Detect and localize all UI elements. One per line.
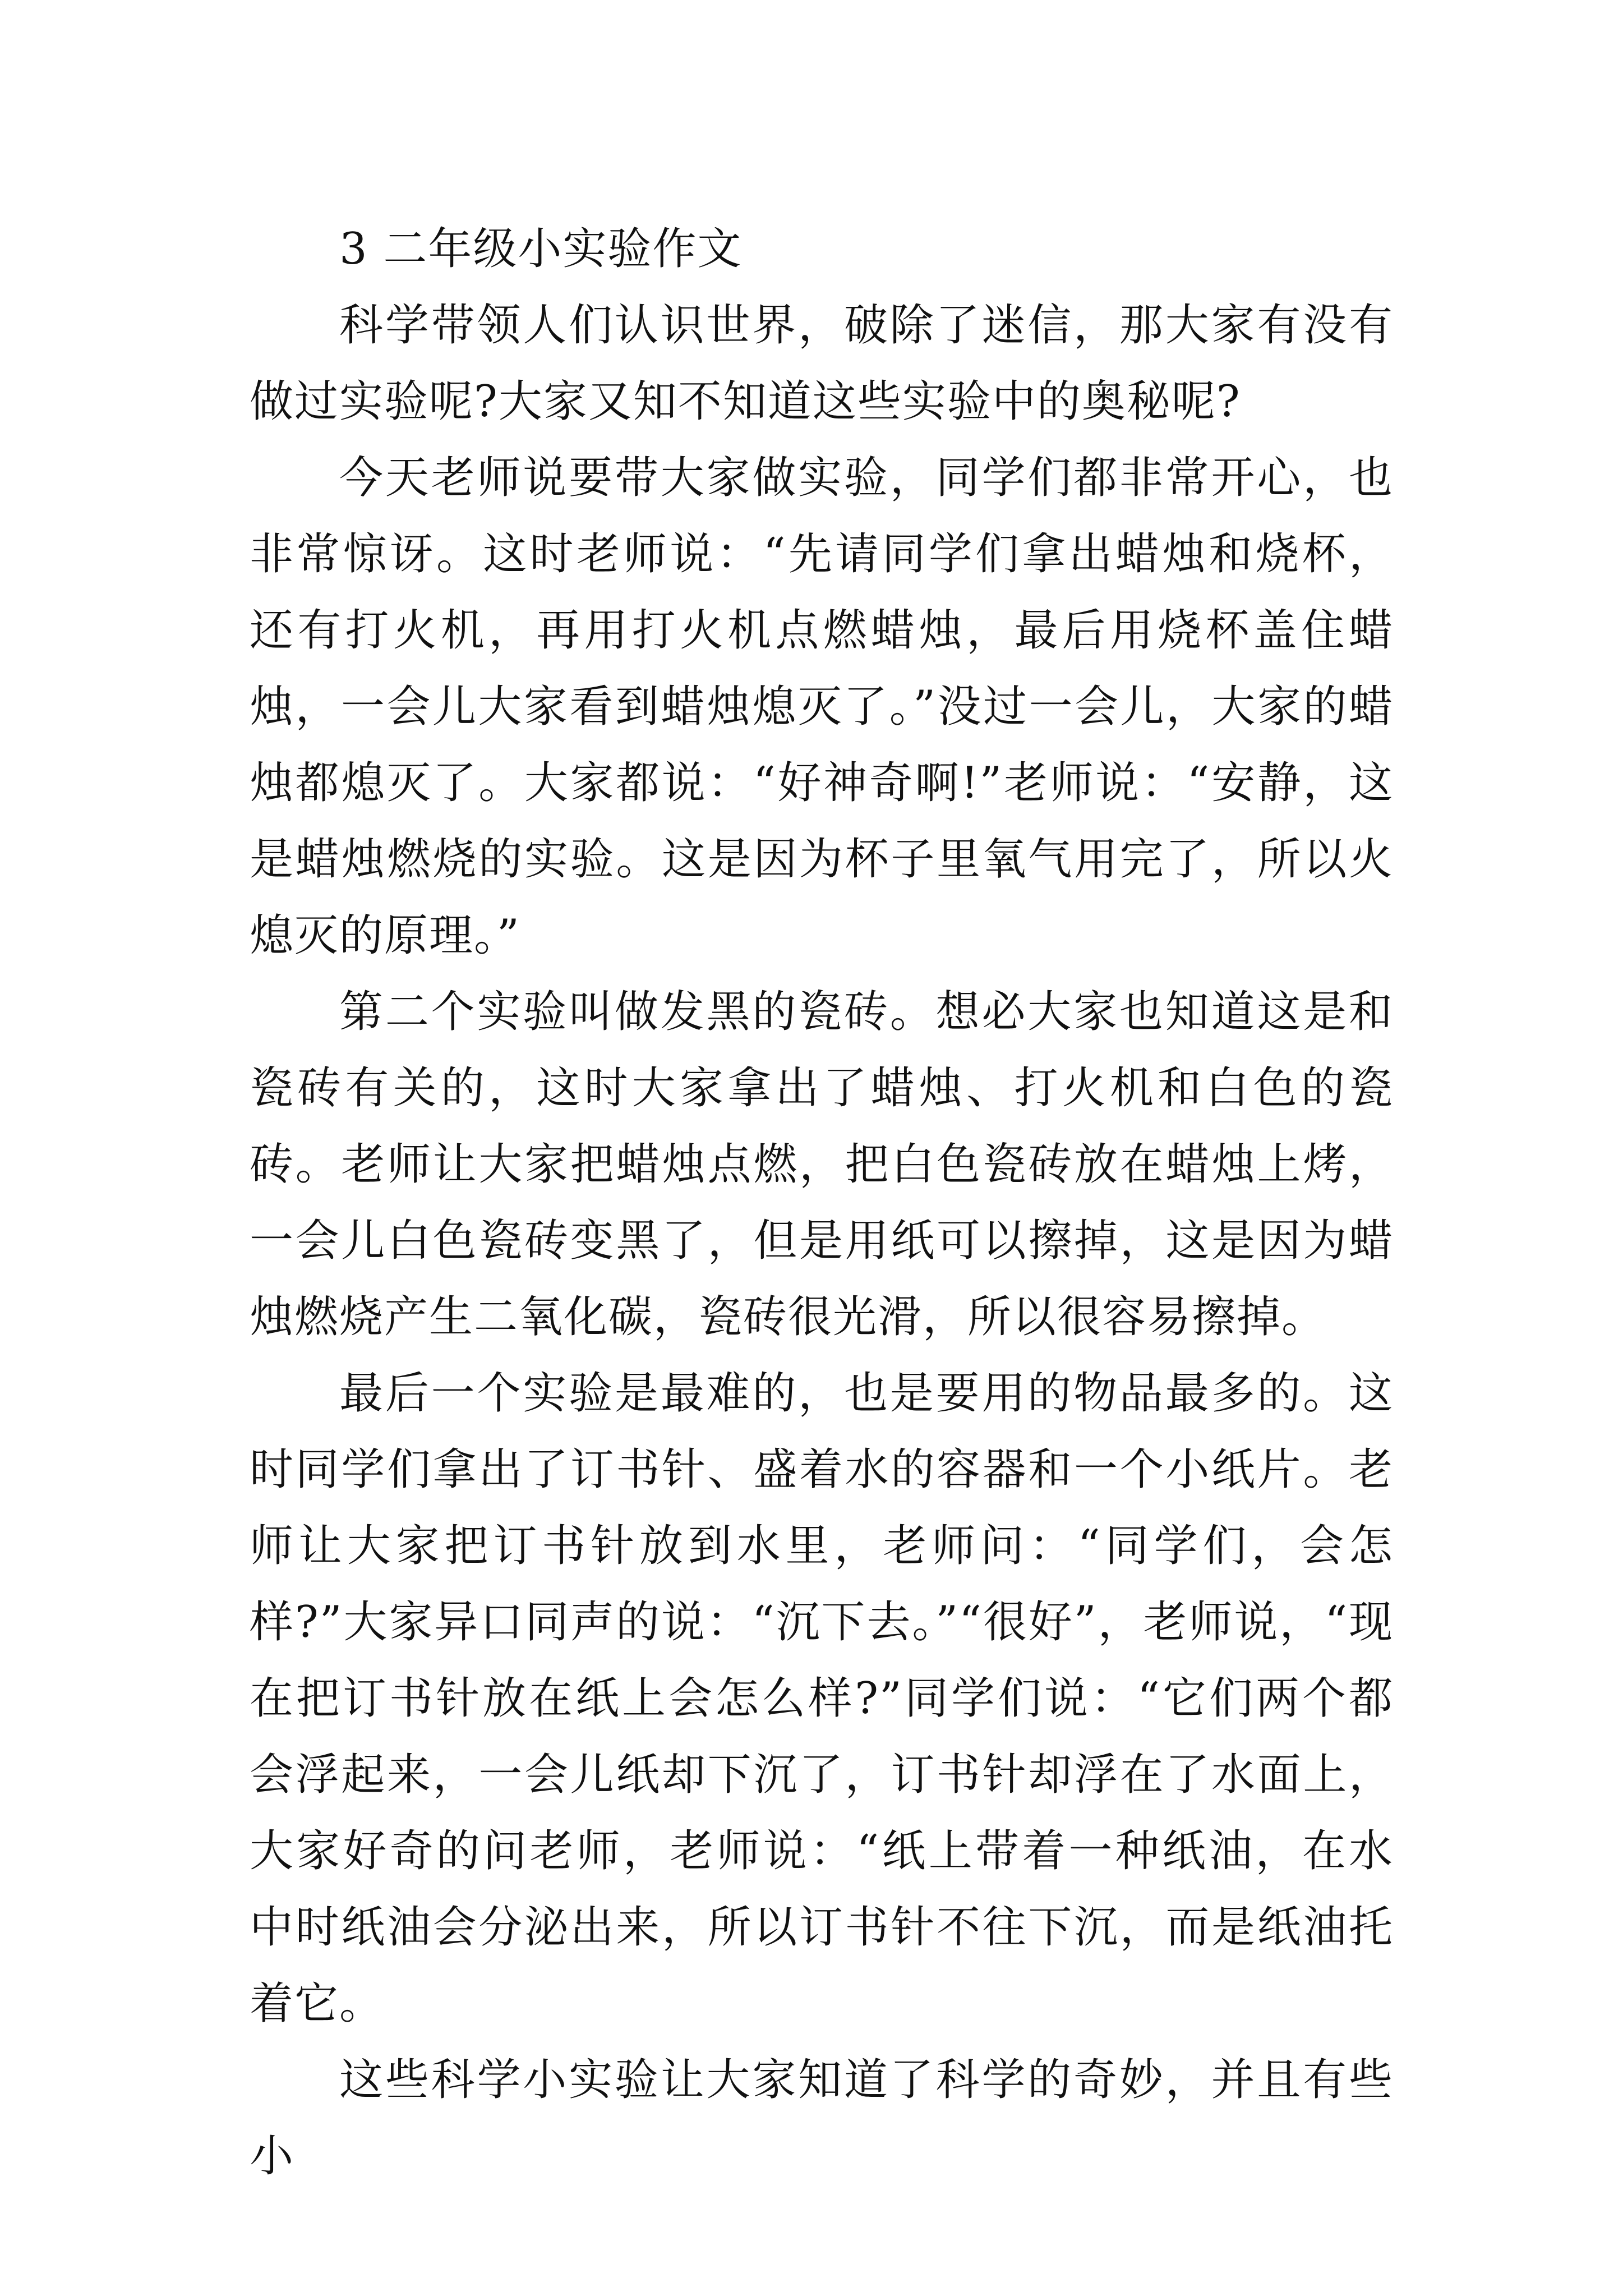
paragraph-3: 第二个实验叫做发黑的瓷砖。想必大家也知道这是和瓷砖有关的，这时大家拿出了蜡烛、打火机和白色的瓷砖。老师让大家把蜡烛点燃，把白色瓷砖放在蜡烛上烤，一会儿白色瓷砖变黑了，但是用纸可以擦掉，这是因为蜡烛燃烧产生二氧化碳，瓷砖很光滑，所以很容易擦掉。 — [250, 987, 1394, 1342]
paragraph-1: 科学带领人们认识世界，破除了迷信，那大家有没有做过实验呢?大家又知不知道这些实验中的奥秘呢? — [250, 300, 1394, 427]
essay-body — [250, 211, 1394, 2194]
paragraph-4: 最后一个实验是最难的，也是要用的物品最多的。这时同学们拿出了订书针、盛着水的容器和一个小纸片。老师让大家把订书针放到水里，老师问：“同学们，会怎样?”大家异口同声的说：“沉下去。”“很好”，老师说，“现在把订书针放在纸上会怎么样?”同学们说：“它们两个都会浮起来，一会儿纸却下沉了，订书针却浮在了水面上，大家好奇的问老师，老师说：“纸上带着一种纸油，在水中时纸油会分泌出来，所以订书针不往下沉，而是纸油托着它。 — [250, 1368, 1394, 2029]
paragraph-5: 这些科学小实验让大家知道了科学的奇妙，并且有些小 — [250, 2055, 1394, 2182]
essay-title: 3 二年级小实验作文 — [339, 224, 743, 274]
paragraph-2: 今天老师说要带大家做实验，同学们都非常开心，也非常惊讶。这时老师说：“先请同学们拿出蜡烛和烧杯，还有打火机，再用打火机点燃蜡烛，最后用烧杯盖住蜡烛，一会儿大家看到蜡烛熄灭了。”没过一会儿，大家的蜡烛都熄灭了。大家都说：“好神奇啊!”老师说：“安静，这是蜡烛燃烧的实验。这是因为杯子里氧气用完了，所以火熄灭的原理。” — [250, 453, 1394, 961]
